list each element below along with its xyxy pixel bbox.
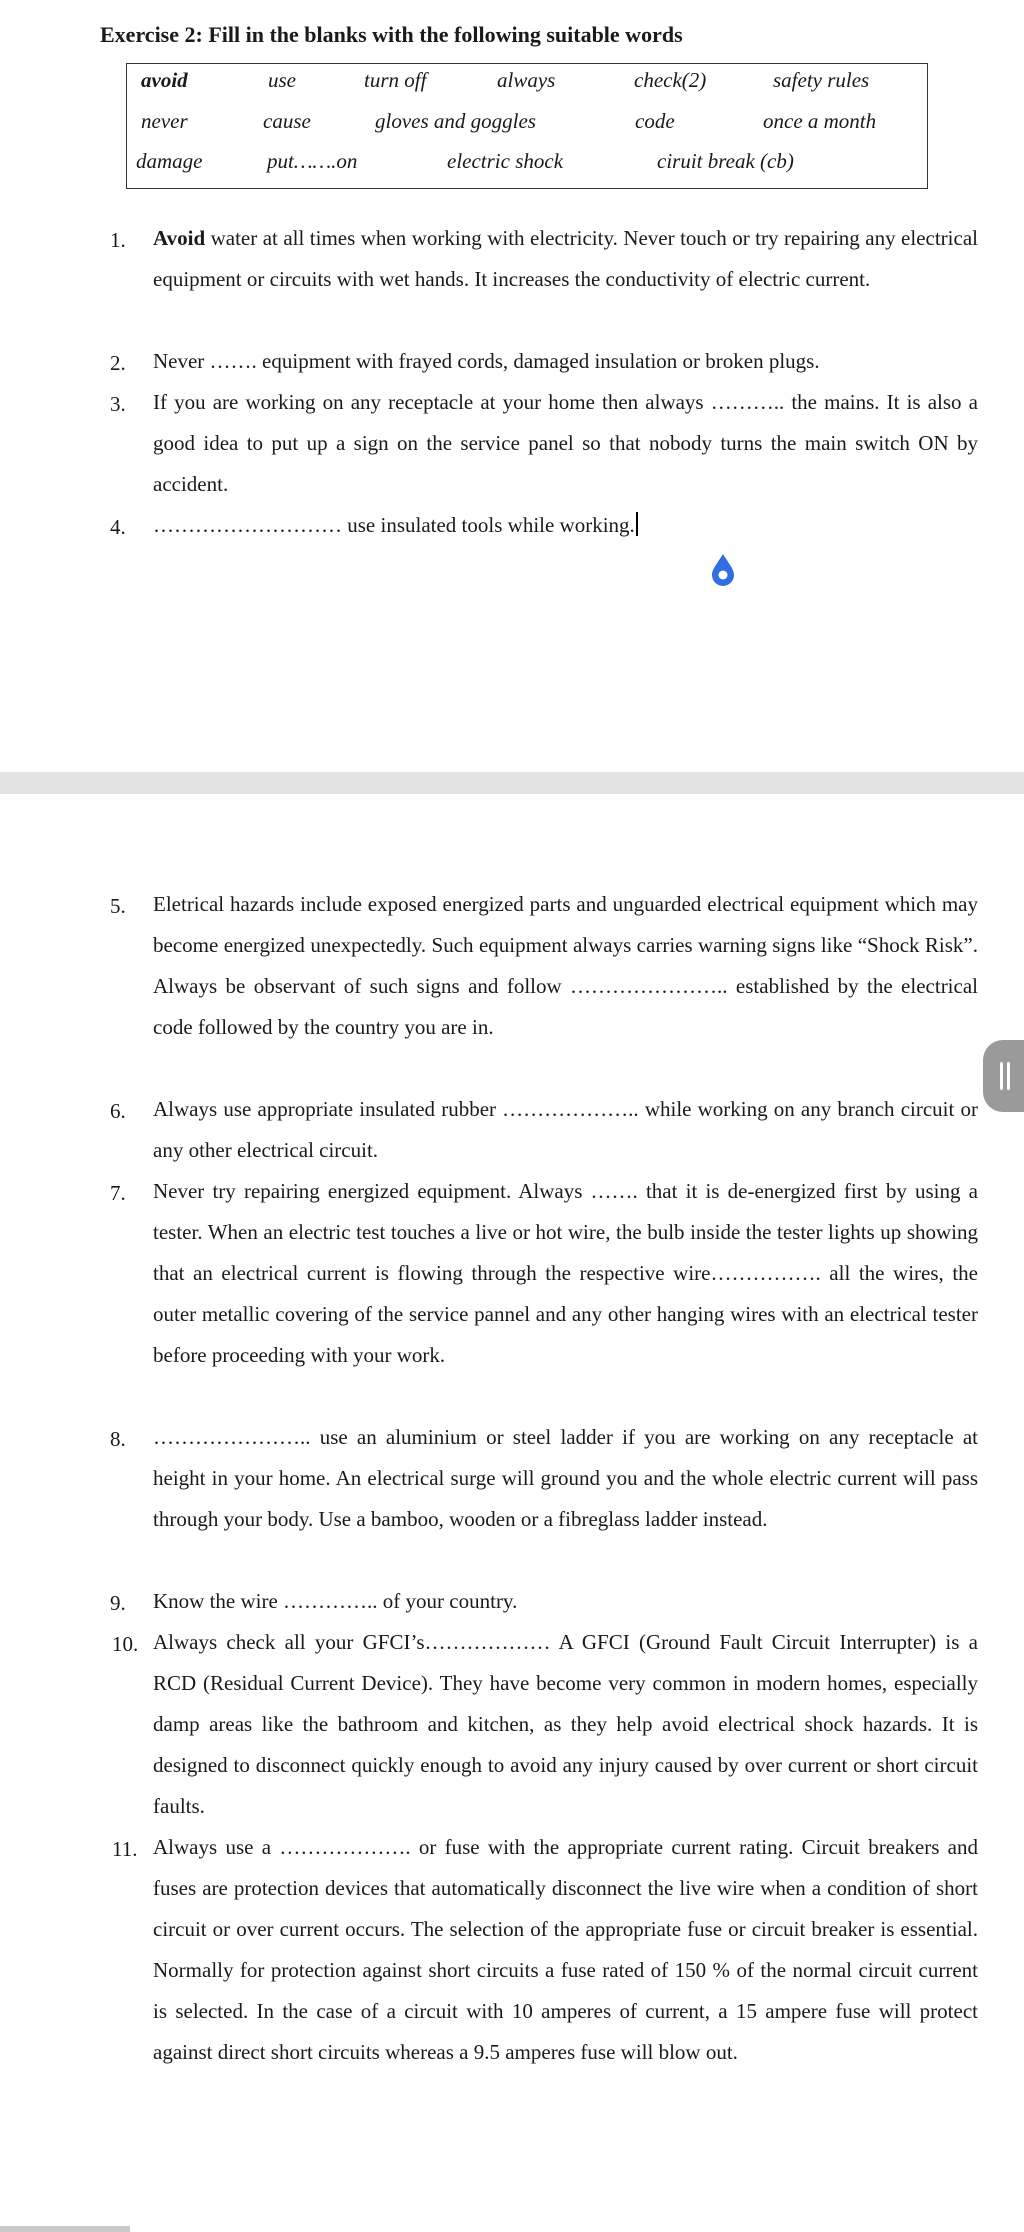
word-bank-item: gloves and goggles [375,109,536,133]
word-bank-item: safety rules [773,68,870,92]
question-number: 10. [112,1632,139,1656]
word-bank-item: put…….on [267,149,358,173]
word-bank-item: electric shock [447,149,564,173]
question-text[interactable]: Always check all your GFCI’s……………… A GFCI (Ground Fault Circuit Interrupter) is a RCD (Residual Current Device). They have become very common in modern homes, especially damp areas like the bathroom and kitchen, as they help avoid electrical shock hazards. It is designed to disconnect quickly enough to avoid any injury caused by over current or short circuit faults. [153,1630,978,1818]
word-bank-item: code [635,109,675,133]
word-bank-item: damage [136,149,203,173]
question-text[interactable]: Know the wire ………….. of your country. [153,1589,518,1613]
question-text[interactable]: Always use appropriate insulated rubber ……………….. while working on any branch circuit or any other electrical circuit. [153,1097,978,1162]
word-bank-box [126,63,928,189]
scroll-grip-icon [1000,1062,1003,1090]
question-text[interactable]: ………………….. use an aluminium or steel ladder if you are working on any receptacle at height in your home. An electrical surge will ground you and the whole electric current will pass through your body. Use a bamboo, wooden or a fibreglass ladder instead. [153,1425,978,1531]
question-number: 2. [110,351,126,375]
question-body: water at all times when working with electricity. Never touch or try repairing any electrical equipment or circuits with wet hands. It increases the conductivity of electric current. [153,226,978,291]
word-bank-item: once a month [763,109,877,133]
bottom-scroll-indicator [0,2226,130,2232]
question-number: 7. [110,1181,126,1205]
exercise-title: Exercise 2: Fill in the blanks with the following suitable words [100,22,683,47]
question-number: 9. [110,1591,126,1615]
word-bank-item: never [141,109,188,133]
word-bank-item: avoid [141,68,188,92]
question-text[interactable]: Eletrical hazards include exposed energized parts and unguarded electrical equipment which may become energized unexpectedly. Such equipment always carries warning signs like “Shock Risk”. Always be observant of such signs and follow ………………….. established by the electrical code followed by the country you are in. [153,892,978,1039]
question-body: ……………………… use insulated tools while working. [153,513,635,537]
document-page-2 [0,794,1024,2232]
question-text[interactable]: Never try repairing energized equipment. Always ……. that it is de-energized first by using a tester. When an electric test touches a live or hot wire, the bulb inside the tester lights up showing that an electrical current is flowing through the respective wire……………. all the wires, the outer metallic covering of the service pannel and any other hanging wires with an electrical tester before proceeding with your work. [153,1179,978,1367]
scrollbar-handle[interactable] [983,1040,1024,1112]
question-number: 6. [110,1099,126,1123]
word-bank-item: cause [263,109,311,133]
question-text[interactable] [153,505,978,546]
document-page-1 [0,0,1024,772]
question-text[interactable] [153,218,978,300]
question-number: 1. [110,228,126,252]
question-number: 5. [110,894,126,918]
question-number: 3. [110,392,126,416]
word-bank-item: always [497,68,556,92]
drop-handle-icon[interactable] [710,552,736,586]
text-cursor [636,512,638,536]
scroll-grip-icon [1007,1062,1010,1090]
question-number: 11. [112,1837,138,1861]
question-number: 8. [110,1427,126,1451]
word-bank-item: check(2) [634,68,707,92]
page-separator [0,772,1024,794]
question-text[interactable]: Never ……. equipment with frayed cords, damaged insulation or broken plugs. [153,349,820,373]
question-text[interactable]: If you are working on any receptacle at your home then always ……….. the mains. It is also a good idea to put up a sign on the service panel so that nobody turns the main switch ON by accident. [153,390,978,496]
word-bank-item: use [268,68,296,92]
question-bold-lead: Avoid [153,226,206,250]
word-bank-item: ciruit break (cb) [657,149,794,173]
question-text[interactable]: Always use a ………………. or fuse with the appropriate current rating. Circuit breakers and fuses are protection devices that automatically disconnect the live wire when a condition of short circuit or over current occurs. The selection of the appropriate fuse or circuit breaker is essential. Normally for protection against short circuits a fuse rated of 150 % of the normal circuit current is selected. In the case of a circuit with 10 amperes of current, a 15 ampere fuse will protect against direct short circuits whereas a 9.5 amperes fuse will blow out. [153,1835,978,2064]
question-number: 4. [110,515,126,539]
word-bank-item: turn off [364,68,427,92]
